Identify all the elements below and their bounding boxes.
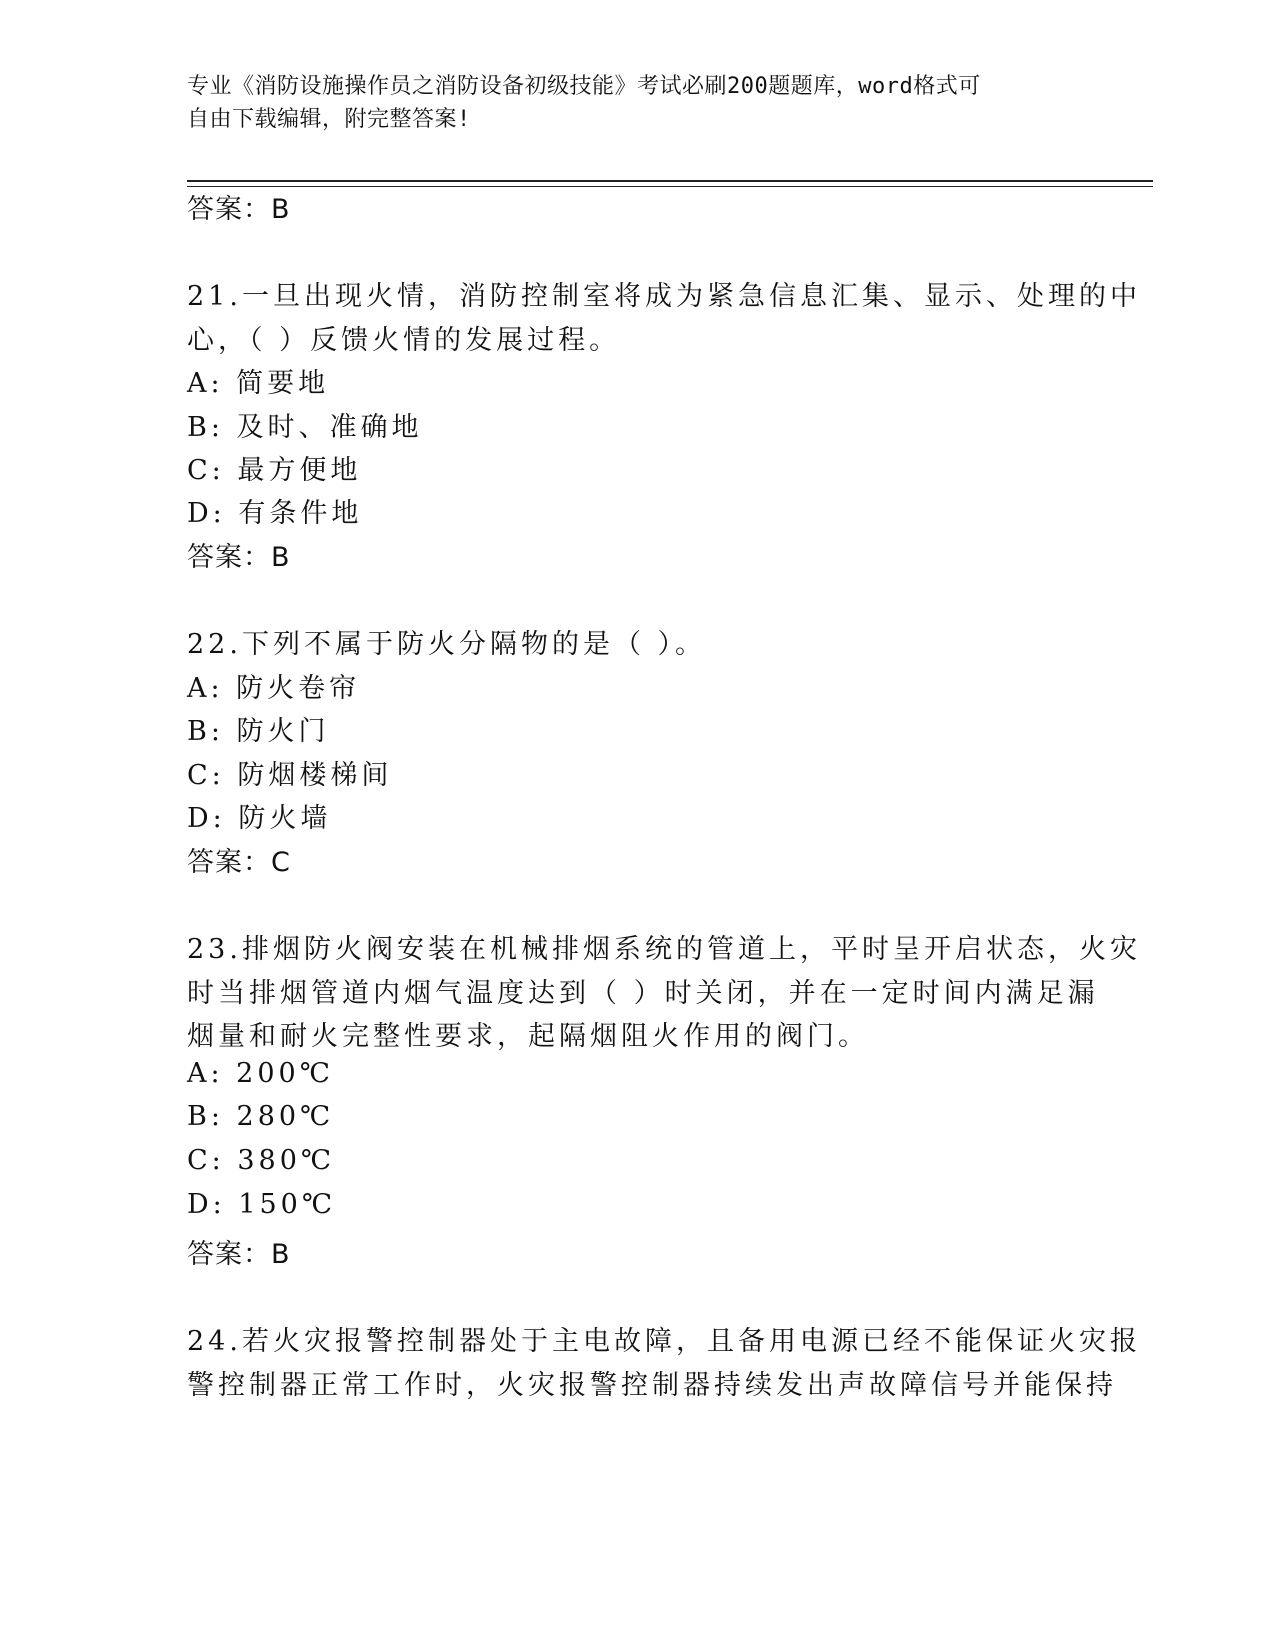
question-23-answer: 答案：B [187,1239,291,1270]
question-22-option-c: C: 防烟楼梯间 [187,760,393,791]
question-21-option-d: D: 有条件地 [187,498,363,529]
question-21-option-c: C: 最方便地 [187,455,362,486]
question-23-option-d: D: 150℃ [187,1189,337,1220]
question-21-option-b: B: 及时、准确地 [187,412,423,443]
question-23-option-b: B: 280℃ [187,1101,335,1132]
question-21-stem-line-1: 21.一旦出现火情，消防控制室将成为紧急信息汇集、显示、处理的中 [187,281,1141,312]
answer-prev: 答案：B [187,194,291,225]
question-23-option-a: A: 200℃ [187,1058,334,1089]
header-line-2: 自由下载编辑，附完整答案! [187,107,471,132]
header-line-1: 专业《消防设施操作员之消防设备初级技能》考试必刷200题题库，word格式可 [187,74,981,99]
question-22-option-b: B: 防火门 [187,716,330,747]
question-22-option-d: D: 防火墙 [187,803,332,834]
question-23-stem-line-1: 23.排烟防火阀安装在机械排烟系统的管道上，平时呈开启状态，火灾 [187,934,1141,965]
document-header [187,70,1067,136]
question-22-option-a: A: 防火卷帘 [187,673,361,704]
question-22-stem-line-1: 22.下列不属于防火分隔物的是（ ）。 [187,629,707,660]
question-23-option-c: C: 380℃ [187,1145,336,1176]
question-23-stem-line-3: 烟量和耐火完整性要求，起隔烟阻火作用的阀门。 [187,1021,869,1052]
header-divider-thin [187,186,1153,187]
question-22-answer: 答案：C [187,847,291,878]
question-23-stem-line-2: 时当排烟管道内烟气温度达到（ ）时关闭，并在一定时间内满足漏 [187,978,1099,1009]
header-divider-thick [187,180,1153,182]
question-21-stem-line-2: 心，（ ）反馈火情的发展过程。 [187,325,621,356]
question-21-option-a: A: 简要地 [187,368,330,399]
question-24-stem-line-2: 警控制器正常工作时，火灾报警控制器持续发出声故障信号并能保持 [187,1370,1117,1401]
question-24-stem-line-1: 24.若火灾报警控制器处于主电故障，且备用电源已经不能保证火灾报 [187,1326,1141,1357]
question-21-answer: 答案：B [187,542,291,573]
